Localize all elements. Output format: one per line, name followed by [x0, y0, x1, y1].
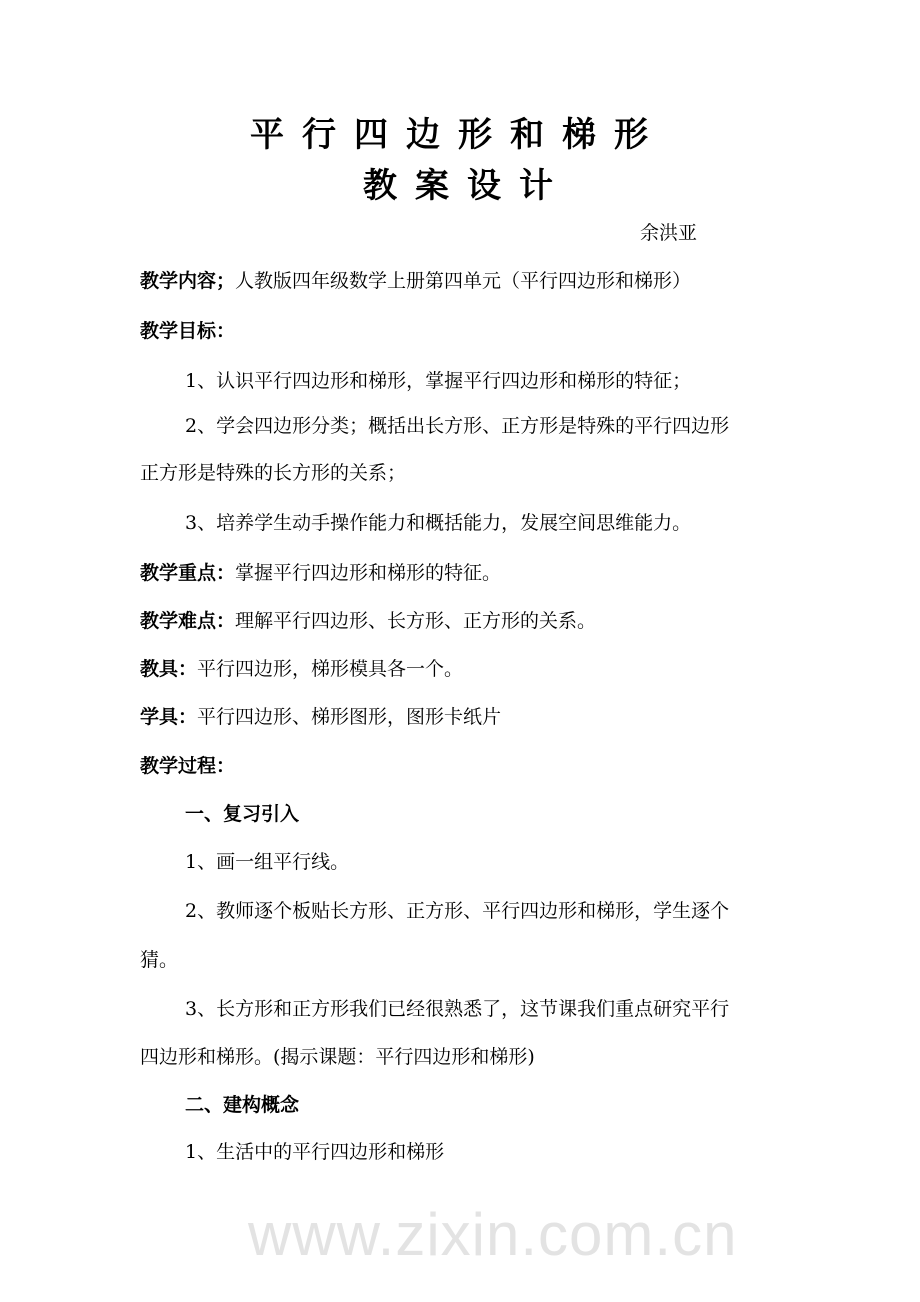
label: 教具： — [140, 658, 198, 680]
label: 教学内容； — [140, 270, 236, 292]
section-heading: 二、建构概念 — [185, 1094, 300, 1116]
process-item: 猜。 — [140, 949, 179, 971]
difficulty — [140, 608, 596, 634]
label: 学具： — [140, 706, 198, 728]
process-item: 1、生活中的平行四边形和梯形 — [185, 1141, 445, 1163]
text: 平行四边形，梯形模具各一个。 — [197, 658, 464, 680]
process-item: 2、教师逐个板贴长方形、正方形、平行四边形和梯形，学生逐个 — [185, 900, 730, 922]
title-line-2: 教案设计 — [363, 166, 571, 206]
goals-label: 教学目标： — [140, 320, 236, 342]
label: 教学难点： — [140, 610, 236, 632]
section-heading: 一、复习引入 — [185, 803, 300, 825]
process-item: 1、画一组平行线。 — [185, 851, 350, 873]
goal-item: 2、学会四边形分类；概括出长方形、正方形是特殊的平行四边形 — [185, 415, 730, 437]
goal-item: 3、培养学生动手操作能力和概括能力，发展空间思维能力。 — [185, 512, 692, 534]
text: 理解平行四边形、长方形、正方形的关系。 — [235, 610, 597, 632]
process-item: 四边形和梯形。(揭示课题：平行四边形和梯形) — [140, 1046, 535, 1068]
process-label: 教学过程： — [140, 755, 236, 777]
teaching-content — [140, 268, 691, 294]
title-line-1: 平行四边形和梯形 — [250, 115, 666, 155]
goal-item: 1、认识平行四边形和梯形，掌握平行四边形和梯形的特征； — [185, 370, 692, 392]
author: 余洪亚 — [640, 222, 698, 244]
key-point — [140, 560, 501, 586]
text: 掌握平行四边形和梯形的特征。 — [235, 562, 502, 584]
text: 平行四边形、梯形图形，图形卡纸片 — [197, 706, 502, 728]
text: 人教版四年级数学上册第四单元（平行四边形和梯形） — [235, 270, 692, 292]
watermark: www.zixin.com.cn — [248, 1201, 738, 1268]
label: 教学重点： — [140, 562, 236, 584]
teacher-tools — [140, 656, 463, 682]
process-item: 3、长方形和正方形我们已经很熟悉了，这节课我们重点研究平行 — [185, 998, 730, 1020]
student-tools — [140, 704, 501, 730]
goal-item: 正方形是特殊的长方形的关系； — [140, 462, 407, 484]
